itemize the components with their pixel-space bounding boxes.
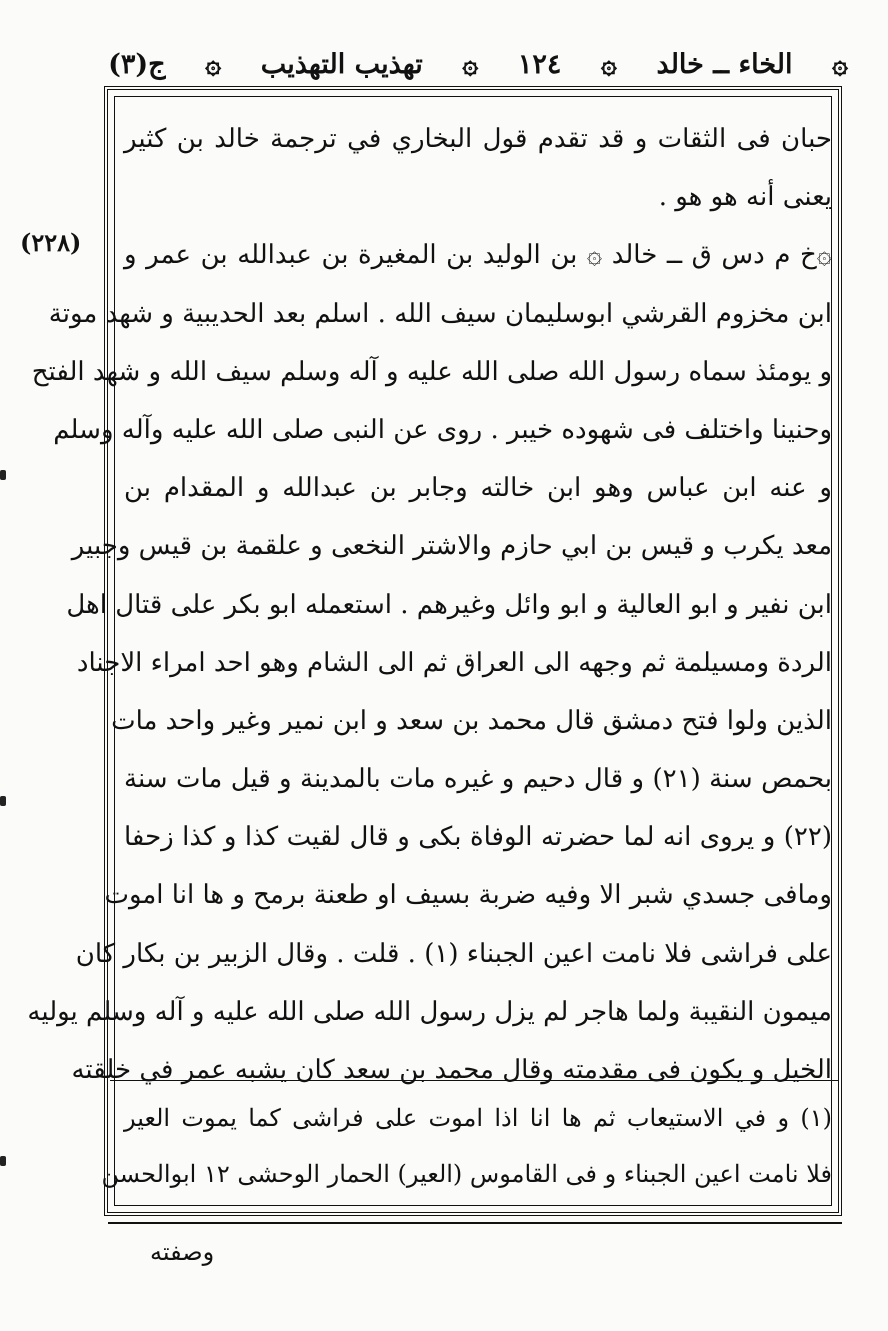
text-line: بحمص سنة (٢١) و قال دحيم و غيره مات بالمدينة و قيل مات سنة <box>124 764 832 795</box>
text-line: و يومئذ سماه رسول الله صلى الله عليه و آله وسلم سيف الله و شهد الفتح <box>31 356 832 387</box>
text-line: حبان فی الثقات و قد تقدم قول البخاري في ترجمة خالد بن كثير <box>124 124 832 154</box>
bottom-rule <box>108 1222 842 1224</box>
header-page-number: ١٢٤ <box>517 48 562 80</box>
header-volume: ج(٣) <box>108 48 166 80</box>
text-line: الردة ومسيلمة ثم وجهه الى العراق ثم الى الشام وهو احد امراء الاجناد <box>76 647 832 678</box>
text-line: و عنه ابن عباس وهو ابن خالته وجابر بن عبدالله و المقدام بن <box>124 473 832 504</box>
text-line: ۞خ م دس ق ــ خالد ۞ بن الوليد بن المغيرة بن عبدالله بن عمر و <box>124 240 832 271</box>
header-ornament-3: ۞ <box>601 48 617 80</box>
text-line: الذين ولوا فتح دمشق قال محمد بن سعد و ابن نمير وغير واحد مات <box>111 705 832 736</box>
scan-speck <box>0 470 6 480</box>
scan-speck <box>0 796 6 806</box>
running-header <box>108 38 848 90</box>
text-line: الخيل و يكون فی مقدمته وقال محمد بن سعد كان يشبه عمر في خلقته <box>71 1055 832 1085</box>
text-line: وحنينا واختلف فی شهوده خيبر . روى عن النبی صلی الله عليه وآله وسلم <box>53 414 832 445</box>
header-ornament-2: ۞ <box>462 48 479 80</box>
text-line: (٢٢) و يروى انه لما حضرته الوفاة بكى و قال لقيت كذا و كذا زحفا <box>124 822 832 853</box>
text-line: ابن مخزوم القرشي ابوسليمان سيف الله . اسلم بعد الحديبية و شهد موتة <box>48 298 832 329</box>
text-line: يعنی أنه هو هو . <box>658 182 832 213</box>
text-line: ابن نفير و ابو العالية و ابو وائل وغيرهم . استعمله ابو بكر على قتال اهل <box>66 589 832 620</box>
text-line: ميمون النقيبة ولما هاجر لم يزل رسول الله صلى الله عليه و آله وسلم يوليه <box>27 996 832 1027</box>
footnote-line: (١) و في الاستيعاب ثم ها انا اذا اموت على فراشی كما يموت العير <box>124 1104 832 1132</box>
text-line: معد يكرب و قيس بن ابي حازم والاشتر النخعی و علقمة بن قيس وجبير <box>71 531 832 562</box>
header-ornament-1: ۞ <box>205 48 222 80</box>
entry-number: (٢٢٨) <box>20 228 82 257</box>
header-section: الخاء ــ خالد <box>656 48 793 80</box>
text-line: على فراشی فلا نامت اعين الجبناء (١) . قلت . وقال الزبير بن بكار كان <box>75 938 832 969</box>
footnote <box>101 1090 832 1202</box>
footnote-line: فلا نامت اعين الجبناء و فی القاموس (العير) الحمار الوحشی ١٢ ابوالحسن <box>101 1160 832 1188</box>
scan-speck <box>0 1156 6 1166</box>
footnote-separator <box>110 1080 838 1081</box>
header-ornament-4: ۞ <box>832 48 848 80</box>
header-book-title: تهذيب التهذيب <box>260 48 423 80</box>
catchword: وصفته <box>150 1238 215 1266</box>
text-line: ومافی جسدي شبر الا وفيه ضربة بسيف او طعنة برمح و ها انا اموت <box>104 880 832 911</box>
